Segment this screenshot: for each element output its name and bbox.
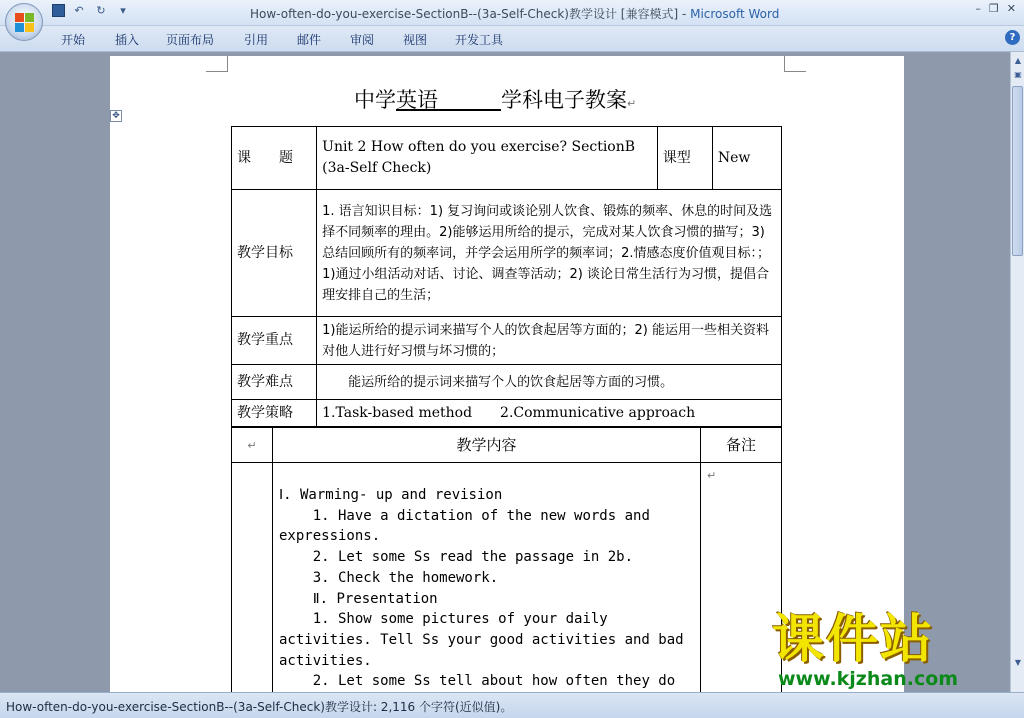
topic-value: Unit 2 How often do you exercise? SectionB (3a-Self Check) bbox=[317, 127, 658, 190]
table-move-handle-icon[interactable]: ✥ bbox=[110, 110, 122, 122]
key-label: 教学重点 bbox=[232, 317, 317, 365]
watermark-url: www.kjzhan.com bbox=[778, 668, 959, 690]
content-header: 教学内容 bbox=[273, 427, 701, 463]
title-prefix: 中学 bbox=[354, 88, 396, 112]
vertical-scrollbar[interactable] bbox=[1010, 52, 1024, 692]
app-name: Microsoft Word bbox=[690, 7, 780, 21]
tab-page-layout[interactable]: 页面布局 bbox=[166, 33, 215, 47]
tab-home[interactable]: 开始 bbox=[61, 33, 86, 47]
tab-references[interactable]: 引用 bbox=[244, 33, 269, 47]
status-bar bbox=[0, 692, 1024, 718]
strategy-value: 1.Task-based method 2.Communicative approach bbox=[317, 400, 782, 428]
customize-qat-icon[interactable]: ▾ bbox=[120, 4, 126, 17]
quick-access-toolbar bbox=[52, 4, 131, 17]
title-suffix: 学科电子教案 bbox=[501, 88, 627, 112]
notes-header: 备注 bbox=[701, 427, 782, 463]
title-bar bbox=[0, 0, 1024, 26]
margin-corner-right bbox=[784, 56, 806, 72]
document-title: 中学英语 学科电子教案↵ bbox=[354, 88, 637, 112]
content-empty-header: ↵ bbox=[232, 427, 273, 463]
teaching-content-table bbox=[231, 426, 782, 692]
strategy-label: 教学策略 bbox=[232, 400, 317, 428]
topic-label: 课 题 bbox=[232, 127, 317, 190]
content-line: Ⅱ. Presentation bbox=[279, 590, 438, 607]
tab-developer[interactable]: 开发工具 bbox=[455, 33, 504, 47]
ruler-toggle-icon[interactable]: ▣ bbox=[1014, 70, 1022, 79]
title-subject: 英语 bbox=[396, 88, 438, 112]
status-text: How-often-do-you-exercise-SectionB--(3a-Self-Check)教学设计: 2,116 个字符(近似值)。 bbox=[6, 700, 513, 714]
office-logo-icon bbox=[15, 13, 34, 32]
ribbon-tabs bbox=[0, 26, 1024, 52]
scroll-up-icon[interactable]: ▲ bbox=[1014, 56, 1022, 65]
office-button[interactable] bbox=[5, 3, 43, 41]
type-value: New bbox=[712, 127, 781, 190]
scroll-thumb[interactable] bbox=[1012, 86, 1023, 256]
window-title bbox=[250, 5, 779, 22]
content-side-label bbox=[232, 463, 273, 693]
margin-corner-left bbox=[206, 56, 228, 72]
document-page[interactable] bbox=[110, 56, 904, 692]
goals-value: 1. 语言知识目标：1) 复习询问或谈论别人饮食、锻炼的频率、休息的时间及选择不同频率的理由。2)能够运用所给的提示，完成对某人饮食习惯的描写；3)总结回顾所有的频率词，并学会运用所学的频率词；2.情感态度价值观目标：；1)通过小组活动对话、讨论、调查等活动；2) 谈论日常生活行为习惯，提倡合理安排自己的生活； bbox=[317, 190, 782, 317]
content-line: Ⅰ. Warming- up and revision bbox=[279, 487, 503, 503]
difficulty-value: 能运所给的提示词来描写个人的饮食起居等方面的习惯。 bbox=[317, 365, 782, 400]
save-icon[interactable] bbox=[52, 4, 65, 17]
help-icon[interactable]: ? bbox=[1005, 30, 1020, 45]
tab-mailings[interactable]: 邮件 bbox=[297, 33, 322, 47]
content-line: 1. Have a dictation of the new words and expressions. bbox=[279, 507, 659, 545]
content-line: 1. Show some pictures of your daily activities. Tell Ss your good activities and bad activities. bbox=[279, 611, 693, 669]
watermark-logo bbox=[772, 612, 958, 690]
minimize-icon[interactable]: – bbox=[975, 2, 981, 15]
restore-icon[interactable]: ❐ bbox=[988, 2, 999, 15]
content-line: 2. Let some Ss tell about how often they do bbox=[312, 673, 676, 690]
tab-view[interactable]: 视图 bbox=[403, 33, 428, 47]
close-icon[interactable]: ✕ bbox=[1006, 2, 1016, 15]
goals-label: 教学目标 bbox=[232, 190, 317, 317]
window-controls bbox=[975, 2, 1016, 15]
tab-review[interactable]: 审阅 bbox=[350, 33, 375, 47]
undo-icon[interactable]: ↶ bbox=[74, 4, 84, 17]
scroll-down-icon[interactable]: ▼ bbox=[1014, 658, 1022, 667]
lesson-info-table bbox=[231, 126, 782, 428]
watermark-cn: 课件站 bbox=[772, 610, 935, 670]
content-body bbox=[273, 463, 701, 693]
notes-cell: ↵ bbox=[701, 463, 782, 693]
key-value: 1)能运所给的提示词来描写个人的饮食起居等方面的；2) 能运用一些相关资料对他人进行好习惯与坏习惯的； bbox=[317, 317, 782, 365]
tab-insert[interactable]: 插入 bbox=[115, 33, 140, 47]
document-area[interactable] bbox=[0, 52, 1010, 692]
type-label: 课型 bbox=[657, 127, 712, 190]
difficulty-label: 教学难点 bbox=[232, 365, 317, 400]
content-line: 3. Check the homework. bbox=[279, 569, 499, 586]
content-line: 2. Let some Ss read the passage in 2b. bbox=[279, 549, 634, 566]
document-name: How-often-do-you-exercise-SectionB--(3a-Self-Check)教学设计 [兼容模式] - bbox=[250, 7, 691, 21]
redo-icon[interactable]: ↻ bbox=[96, 4, 106, 17]
